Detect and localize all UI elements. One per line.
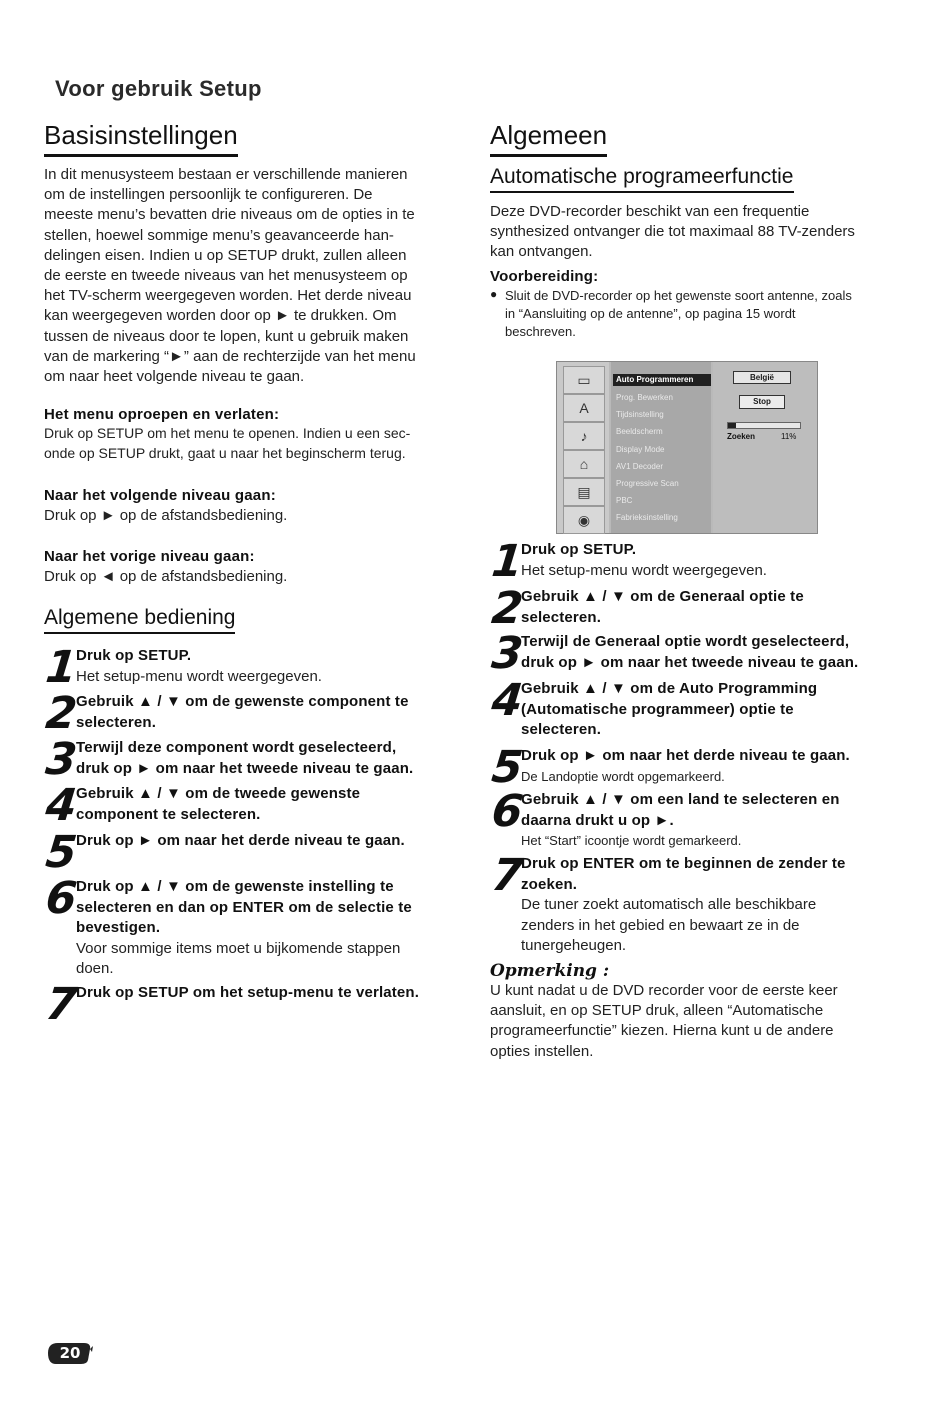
prev-level-text: Druk op ◄ op de afstandsbediening. <box>44 568 288 585</box>
left-step-5 <box>43 827 466 878</box>
search-label: Zoeken <box>727 432 756 441</box>
step-text-bold: Druk op ▲ / ▼ om de gewenste instelling te <box>76 878 394 895</box>
step-text-bold: Druk op ► om naar het derde niveau te gaan. <box>76 832 405 849</box>
note-line: opties instellen. <box>490 1042 594 1060</box>
page-number-badge <box>44 1340 94 1366</box>
step-text-bold: daarna drukt u op ►. <box>521 811 674 829</box>
right-step-3 <box>489 628 902 679</box>
general-operation-title: Algemene bediening <box>44 606 235 634</box>
left-intro <box>44 165 469 387</box>
menu-item: Progressive Scan <box>616 479 679 488</box>
intro-line: meeste menu’s bevatten drie niveaus om de opties in te <box>44 206 415 224</box>
left-step-6 <box>43 873 466 981</box>
step-number: 3 <box>43 734 80 785</box>
step-number: 2 <box>43 688 80 739</box>
step-number: 1 <box>43 642 80 693</box>
step-text-bold: Gebruik ▲ / ▼ om de Auto Programming <box>521 680 818 697</box>
step-number: 2 <box>489 583 526 634</box>
intro-line: om naar heet volgende niveau te gaan. <box>44 368 305 386</box>
left-step-7 <box>43 979 466 1030</box>
intro-line: stellen, hoewel sommige menu’s geavanceerde han- <box>44 226 394 244</box>
step-text-bold: component te selecteren. <box>76 805 261 823</box>
step-text-bold: Druk op SETUP. <box>521 541 637 558</box>
step-text-bold: Druk op SETUP. <box>76 647 192 664</box>
step-text: Het setup-menu wordt weergegeven. <box>76 667 322 685</box>
section-kicker: Voor gebruik Setup <box>55 76 262 101</box>
menu-item: Prog. Bewerken <box>616 393 673 402</box>
prev-level-title: Naar het vorige niveau gaan: <box>44 548 255 565</box>
prep-block <box>490 268 910 341</box>
intro-line: Deze DVD-recorder beschikt van een frequentie <box>490 203 810 220</box>
step-number: 6 <box>43 873 80 924</box>
menu-item-selected: Auto Programmeren <box>613 374 711 386</box>
right-intro <box>490 202 910 263</box>
step-text-bold: selecteren. <box>521 721 602 738</box>
step-text-bold: Druk op ► om naar het derde niveau te gaan. <box>521 747 850 764</box>
disc-icon: ◉ <box>563 506 605 534</box>
setup-menu-screenshot <box>556 361 818 534</box>
menu-items-column <box>611 362 711 533</box>
step-text: tunergeheugen. <box>521 937 627 954</box>
right-step-1 <box>489 536 902 587</box>
menu-item: AV1 Decoder <box>616 462 663 471</box>
prep-title: Voorbereiding: <box>490 268 599 285</box>
step-number: 1 <box>489 536 526 587</box>
stop-button: Stop <box>739 395 785 409</box>
step-text-bold: (Automatische programmeer) optie te <box>521 700 794 718</box>
intro-line: synthesized ontvanger die tot maximaal 88 TV-zenders <box>490 223 855 241</box>
step-number: 6 <box>489 786 526 837</box>
step-text-bold: Terwijl deze component wordt geselecteerd, <box>76 739 397 756</box>
intro-line: delingen eisen. Indien u op SETUP drukt, zullen alleen <box>44 246 407 264</box>
note-line: programeerfunctie” kiezen. Hierna kunt u de andere <box>490 1022 834 1040</box>
open-close-title: Het menu oproepen en verlaten: <box>44 406 280 423</box>
film-icon: ▤ <box>563 478 605 506</box>
step-text-bold: Gebruik ▲ / ▼ om een land te selecteren en <box>521 791 840 808</box>
search-percent: 11% <box>781 432 797 441</box>
step-text: Het setup-menu wordt weergegeven. <box>521 561 767 579</box>
right-step-4 <box>489 675 902 743</box>
step-text-bold: Gebruik ▲ / ▼ om de tweede gewenste <box>76 785 361 802</box>
step-number: 3 <box>489 628 526 679</box>
step-note: Het “Start” icoontje wordt gemarkeerd. <box>521 833 742 848</box>
prep-line: Sluit de DVD-recorder op het gewenste soort antenne, zoals <box>505 288 852 303</box>
step-text-bold: Druk op ENTER om te beginnen de zender te <box>521 855 846 872</box>
audio-icon: ♪ <box>563 422 605 450</box>
step-text-bold: Gebruik ▲ / ▼ om de gewenste component te <box>76 693 409 710</box>
search-progress-fill <box>728 423 736 428</box>
open-close-line: Druk op SETUP om het menu te openen. Indien u een sec- <box>44 425 411 441</box>
next-level-block <box>44 487 474 526</box>
step-text-bold: zoeken. <box>521 875 578 893</box>
step-text-bold: Gebruik ▲ / ▼ om de Generaal optie te <box>521 588 804 605</box>
intro-line: van de markering “►” aan de rechterzijde van het menu <box>44 347 416 365</box>
note-line: U kunt nadat u de DVD recorder voor de eerste keer <box>490 982 838 999</box>
intro-line: In dit menusysteem bestaan er verschillende manieren <box>44 166 408 183</box>
step-text: zenders in het gebied en bewaart ze in de <box>521 916 800 934</box>
prep-line: in “Aansluiting op de antenne”, op pagina 15 wordt <box>505 306 796 321</box>
intro-line: tussen de niveaus door te lopen, kunt u gebruik maken <box>44 327 409 345</box>
menu-item: PBC <box>616 496 633 505</box>
intro-line: kan ontvangen. <box>490 243 593 261</box>
step-text-bold: bevestigen. <box>76 919 161 936</box>
step-text: De tuner zoekt automatisch alle beschikbare <box>521 896 817 913</box>
left-step-1 <box>43 642 466 693</box>
step-number: 4 <box>489 675 526 726</box>
page-number: 20 <box>59 1344 81 1362</box>
tv-icon: ▭ <box>563 366 605 394</box>
text-icon: A <box>563 394 605 422</box>
prep-line: beschreven. <box>505 324 576 339</box>
menu-item: Beeldscherm <box>616 427 663 436</box>
note-block <box>490 961 910 1062</box>
left-step-3 <box>43 734 466 785</box>
right-step-7 <box>489 850 902 958</box>
right-step-5 <box>489 742 902 793</box>
right-step-2 <box>489 583 902 634</box>
open-close-block <box>44 406 474 463</box>
prev-level-block <box>44 548 474 587</box>
step-text: doen. <box>76 960 114 977</box>
right-title: Algemeen <box>490 120 607 157</box>
note-title: Opmerking : <box>490 961 610 981</box>
left-title: Basisinstellingen <box>44 120 238 157</box>
intro-line: het TV-scherm weergegeven worden. Het derde niveau <box>44 287 412 305</box>
step-number: 4 <box>43 780 80 831</box>
intro-line: kan weergegeven worden door op ► te drukken. Om <box>44 307 397 325</box>
step-text-bold: Terwijl de Generaal optie wordt geselecteerd, <box>521 633 850 650</box>
step-text-bold: selecteren en dan op ENTER om de selectie te <box>76 898 412 916</box>
open-close-line: onde op SETUP drukt, gaat u naar het beginscherm terug. <box>44 445 406 461</box>
left-step-4 <box>43 780 466 831</box>
intro-line: om de instellingen persoonlijk te configureren. De <box>44 186 373 204</box>
step-text: Voor sommige items moet u bijkomende stappen <box>76 939 401 957</box>
menu-options-column <box>713 362 817 533</box>
search-progress-bar <box>727 422 801 429</box>
step-number: 7 <box>489 850 526 901</box>
next-level-text: Druk op ► op de afstandsbediening. <box>44 507 288 524</box>
menu-item: Fabrieksinstelling <box>616 513 678 522</box>
right-step-6 <box>489 786 902 854</box>
menu-icon-column <box>557 362 609 533</box>
step-number: 7 <box>43 979 80 1030</box>
bullet-icon: ● <box>490 287 498 301</box>
note-line: aansluit, en op SETUP druk, alleen “Automatische <box>490 1002 824 1020</box>
left-step-2 <box>43 688 466 739</box>
country-field: België <box>733 371 791 384</box>
step-text-bold: selecteren. <box>76 713 157 731</box>
step-note: De Landoptie wordt opgemarkeerd. <box>521 768 725 784</box>
lock-icon: ⌂ <box>563 450 605 478</box>
right-subtitle: Automatische programeerfunctie <box>490 165 794 193</box>
menu-item: Tijdsinstelling <box>616 410 664 419</box>
step-text-bold: druk op ► om naar het tweede niveau te gaan. <box>521 653 859 671</box>
step-text-bold: druk op ► om naar het tweede niveau te gaan. <box>76 759 414 777</box>
step-number: 5 <box>489 742 526 793</box>
menu-item: Display Mode <box>616 445 665 454</box>
step-text-bold: selecteren. <box>521 608 602 626</box>
next-level-title: Naar het volgende niveau gaan: <box>44 487 276 504</box>
step-number: 5 <box>43 827 80 878</box>
intro-line: de eerste en tweede niveaus van het menusysteem op <box>44 267 408 285</box>
step-text-bold: Druk op SETUP om het setup-menu te verlaten. <box>76 984 420 1001</box>
